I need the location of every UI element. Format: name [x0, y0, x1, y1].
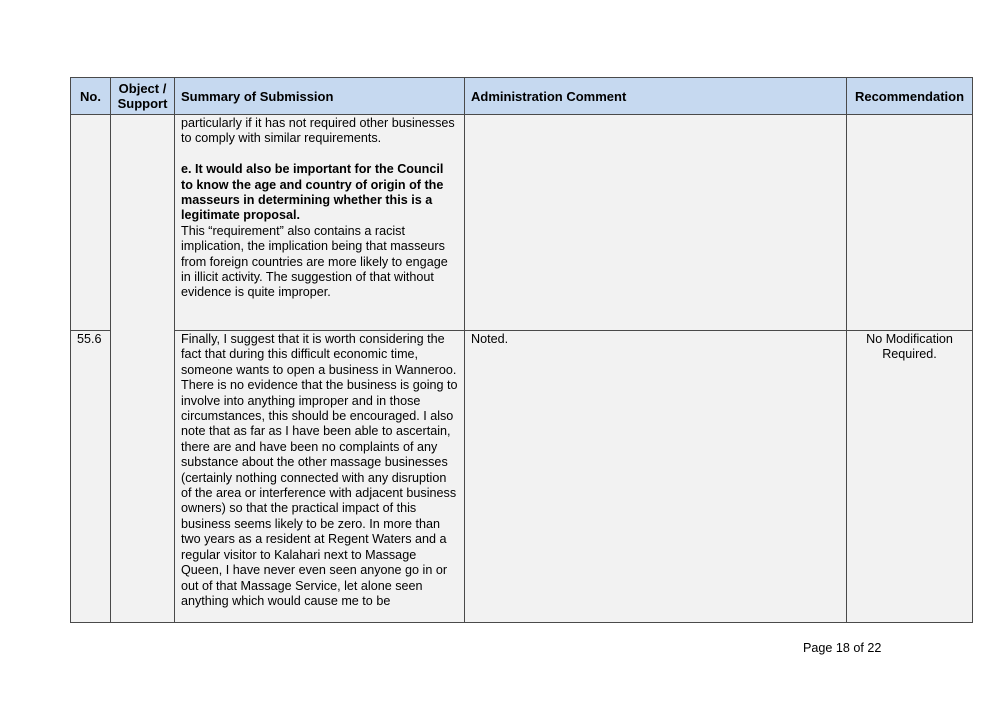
- submissions-table: [70, 77, 973, 623]
- cell-recommendation: No Modification Required.: [847, 331, 973, 623]
- cell-object-support: [111, 115, 175, 331]
- cell-summary: [175, 115, 465, 331]
- cell-admin-comment: Noted.: [465, 331, 847, 623]
- cell-admin-comment: [465, 115, 847, 331]
- header-summary: Summary of Submission: [175, 78, 465, 115]
- table-row: [71, 331, 973, 623]
- header-admin-comment: Administration Comment: [465, 78, 847, 115]
- table-row: [71, 115, 973, 331]
- header-object-support: Object / Support: [111, 78, 175, 115]
- header-recommendation: Recommendation: [847, 78, 973, 115]
- summary-bold-point: e. It would also be important for the Council to know the age and country of origin of the masseurs in determining whether this is a legitimate proposal.: [181, 162, 444, 223]
- summary-paragraph: This “requirement” also contains a racist implication, the implication being that masseurs from foreign countries are more likely to engage in illicit activity. The suggestion of that without evidence is quite improper.: [181, 223, 448, 300]
- cell-no: 55.6: [71, 331, 111, 623]
- cell-summary: Finally, I suggest that it is worth considering the fact that during this difficult economic time, someone wants to open a business in Wanneroo. There is no evidence that the business is going to involve into anything improper and in those circumstances, this should be encouraged. I also note that as far as I have been able to ascertain, there are and have been no complaints of any substance about the other massage businesses (certainly nothing connected with any disruption of the area or interference with adjacent business owners) so that the practical impact of this business seems likely to be zero. In more than two years as a resident at Regent Waters and a regular visitor to Kalahari next to Massage Queen, I have never even seen anyone go in or out of that Massage Service, let alone seen anything which would cause me to be: [175, 331, 465, 623]
- cell-no: [71, 115, 111, 331]
- paragraph-spacer: [181, 147, 458, 162]
- cell-object-support: [111, 331, 175, 623]
- table-header-row: [71, 78, 973, 115]
- page-number: Page 18 of 22: [803, 641, 882, 655]
- summary-paragraph: particularly if it has not required other businesses to comply with similar requirements.: [181, 116, 455, 146]
- header-no: No.: [71, 78, 111, 115]
- cell-recommendation: [847, 115, 973, 331]
